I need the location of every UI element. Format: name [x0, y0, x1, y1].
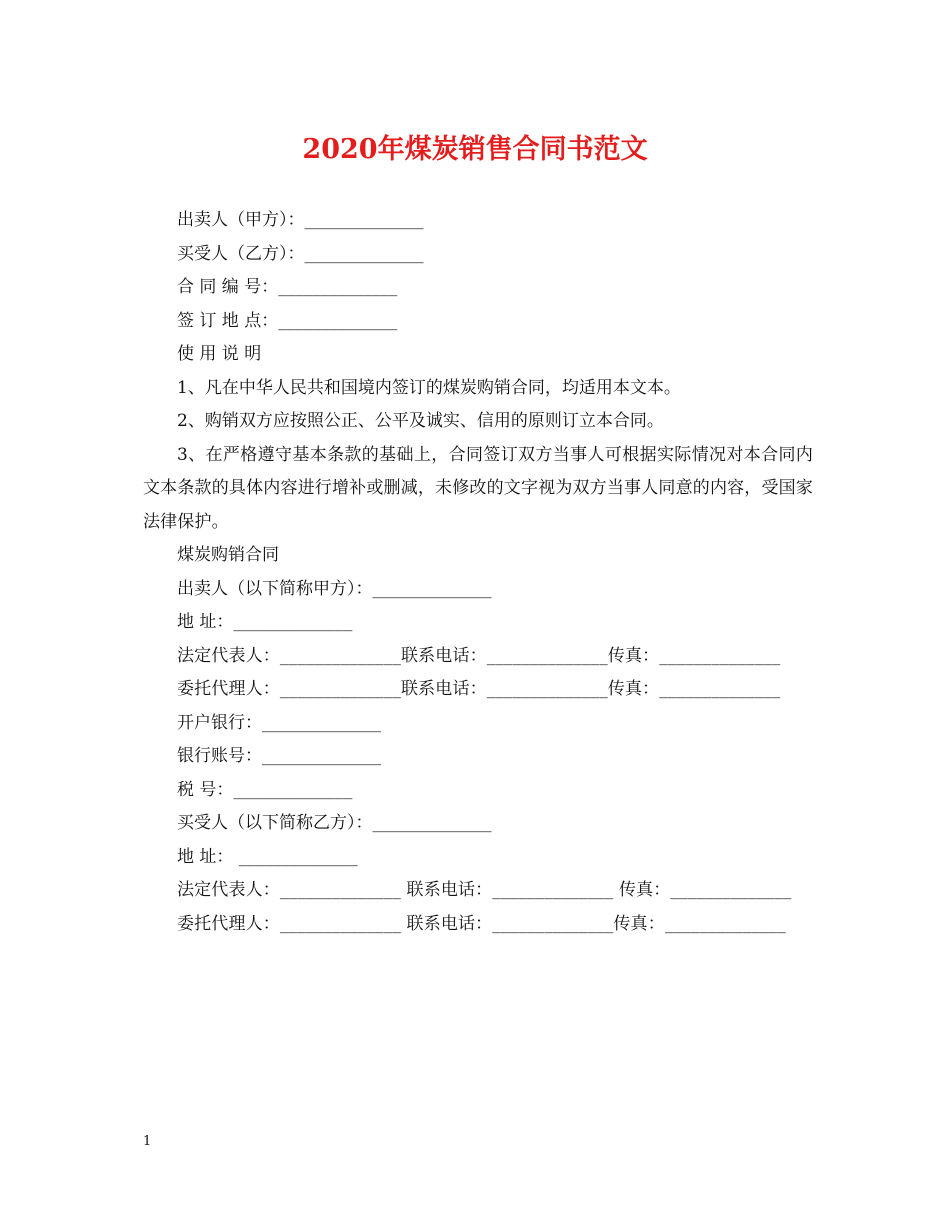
- usage-item-2: 2、购销双方应按照公正、公平及诚实、信用的原则订立本合同。: [177, 411, 664, 431]
- buyer-line: 买受人（乙方）：______________: [177, 243, 424, 264]
- page-number: 1: [143, 1134, 152, 1149]
- party-a-legal-rep: 法定代表人：______________联系电话：______________传真：______________: [177, 645, 781, 666]
- party-b-agent: 委托代理人：______________ 联系电话：______________传真：______________: [177, 913, 786, 934]
- usage-heading: 使 用 说 明: [177, 344, 262, 364]
- seller-line: 出卖人（甲方）：______________: [177, 210, 424, 230]
- party-b-line: 买受人（以下简称乙方）：______________: [177, 813, 492, 833]
- signing-place-line: 签 订 地 点：______________: [177, 310, 398, 331]
- usage-item-3: 3、在严格遵守基本条款的基础上，合同签订双方当事人可根据实际情况对本合同内文本条款的具体内容进行增补或删减，未修改的文字视为双方当事人同意的内容，受国家法律保护。: [143, 444, 813, 532]
- party-b-legal-rep: 法定代表人：______________ 联系电话：______________ 传真：______________: [177, 880, 792, 900]
- party-a-line: 出卖人（以下简称甲方）：______________: [177, 578, 492, 599]
- contract-number-line: 合 同 编 号：______________: [177, 277, 398, 297]
- usage-item-1: 1、凡在中华人民共和国境内签订的煤炭购销合同，均适用本文本。: [177, 377, 681, 398]
- document-body: [143, 204, 813, 941]
- party-a-address: 地 址：______________: [177, 612, 353, 632]
- party-a-bank: 开户银行：______________: [177, 712, 381, 733]
- party-a-tax-number: 税 号：______________: [177, 779, 353, 800]
- page-title: 2020年煤炭销售合同书范文: [302, 134, 648, 165]
- party-b-address: 地 址： ______________: [177, 846, 358, 867]
- party-a-agent: 委托代理人：______________联系电话：______________传真：______________: [177, 679, 781, 699]
- party-a-account: 银行账号：______________: [177, 746, 381, 766]
- contract-heading: 煤炭购销合同: [177, 545, 279, 565]
